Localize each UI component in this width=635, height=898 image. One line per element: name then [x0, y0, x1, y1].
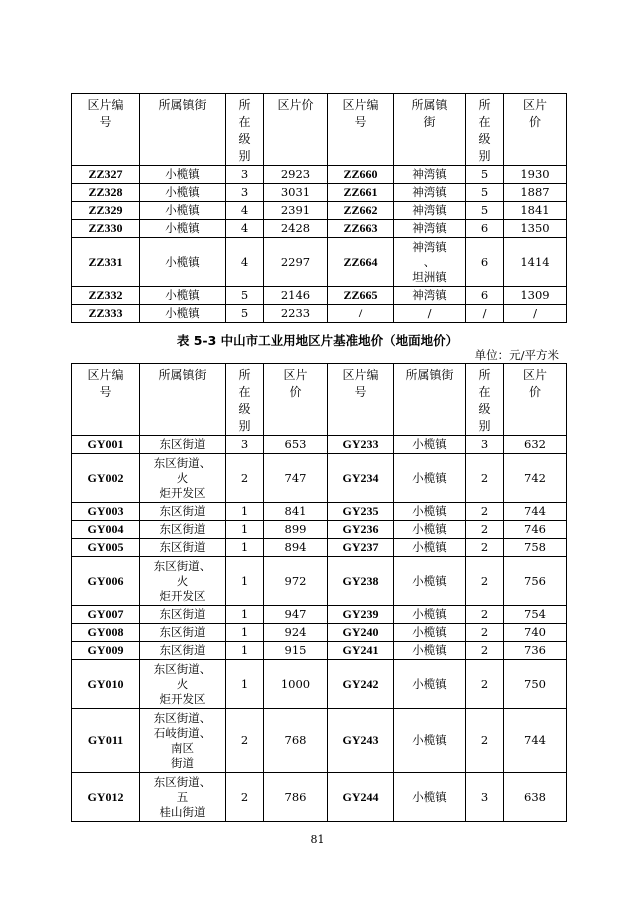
table-row	[72, 624, 567, 642]
column-header: 所 在 级 别	[466, 364, 504, 436]
grade-level: 5	[226, 287, 264, 305]
parcel-price: 747	[264, 454, 328, 503]
town-name: 小榄镇	[140, 184, 226, 202]
industrial-land-price-table	[71, 363, 567, 822]
town-name: 东区街道	[140, 624, 226, 642]
grade-level: 1	[226, 606, 264, 624]
parcel-code: ZZ330	[72, 220, 140, 238]
grade-level: 3	[466, 436, 504, 454]
column-header: 所属镇街	[140, 94, 226, 166]
parcel-price: 2297	[264, 238, 328, 287]
parcel-code: GY243	[328, 709, 394, 773]
town-name: 东区街道	[140, 436, 226, 454]
parcel-code: GY003	[72, 503, 140, 521]
parcel-price: 754	[504, 606, 567, 624]
parcel-code: ZZ332	[72, 287, 140, 305]
parcel-price: 1000	[264, 660, 328, 709]
table-row	[72, 184, 567, 202]
grade-level: 2	[466, 503, 504, 521]
table-header-row	[72, 94, 567, 166]
parcel-code: ZZ327	[72, 166, 140, 184]
grade-level: 4	[226, 202, 264, 220]
town-name: /	[394, 305, 466, 323]
parcel-code: ZZ329	[72, 202, 140, 220]
parcel-code: GY235	[328, 503, 394, 521]
town-name: 小榄镇	[394, 521, 466, 539]
grade-level: 3	[226, 166, 264, 184]
parcel-code: GY011	[72, 709, 140, 773]
table-row	[72, 220, 567, 238]
grade-level: 6	[466, 220, 504, 238]
parcel-price: 746	[504, 521, 567, 539]
table-row	[72, 202, 567, 220]
town-name: 小榄镇	[394, 557, 466, 606]
parcel-price: 638	[504, 773, 567, 822]
grade-level: 4	[226, 220, 264, 238]
town-name: 小榄镇	[394, 624, 466, 642]
town-name: 小榄镇	[140, 202, 226, 220]
column-header: 所 在 级 别	[226, 94, 264, 166]
town-name: 东区街道	[140, 503, 226, 521]
land-price-table-continued	[71, 93, 567, 323]
table-row	[72, 642, 567, 660]
parcel-price: 924	[264, 624, 328, 642]
town-name: 神湾镇	[394, 202, 466, 220]
page-number: 81	[310, 833, 325, 846]
table-row	[72, 454, 567, 503]
grade-level: 2	[466, 624, 504, 642]
parcel-code: GY006	[72, 557, 140, 606]
grade-level: 6	[466, 287, 504, 305]
column-header: 区片 价	[504, 364, 567, 436]
grade-level: 1	[226, 539, 264, 557]
grade-level: 1	[226, 642, 264, 660]
parcel-code: ZZ663	[328, 220, 394, 238]
table-row	[72, 287, 567, 305]
parcel-price: 1887	[504, 184, 567, 202]
column-header: 区片价	[264, 94, 328, 166]
parcel-price: 1309	[504, 287, 567, 305]
parcel-code: GY239	[328, 606, 394, 624]
parcel-code: GY241	[328, 642, 394, 660]
grade-level: 1	[226, 660, 264, 709]
grade-level: 3	[226, 184, 264, 202]
parcel-code: GY008	[72, 624, 140, 642]
column-header: 区片编 号	[72, 94, 140, 166]
parcel-price: 750	[504, 660, 567, 709]
column-header: 所属镇 街	[394, 94, 466, 166]
parcel-price: 2391	[264, 202, 328, 220]
town-name: 小榄镇	[140, 166, 226, 184]
grade-level: 5	[466, 184, 504, 202]
town-name: 东区街道	[140, 642, 226, 660]
parcel-price: 894	[264, 539, 328, 557]
parcel-code: GY005	[72, 539, 140, 557]
parcel-code: ZZ661	[328, 184, 394, 202]
grade-level: 2	[226, 454, 264, 503]
grade-level: 4	[226, 238, 264, 287]
grade-level: 2	[466, 521, 504, 539]
grade-level: 2	[466, 557, 504, 606]
grade-level: 6	[466, 238, 504, 287]
column-header: 所 在 级 别	[466, 94, 504, 166]
town-name: 小榄镇	[394, 773, 466, 822]
town-name: 小榄镇	[394, 642, 466, 660]
parcel-price: 1350	[504, 220, 567, 238]
town-name: 东区街道、 火 炬开发区	[140, 454, 226, 503]
parcel-code: GY007	[72, 606, 140, 624]
parcel-code: GY233	[328, 436, 394, 454]
town-name: 小榄镇	[394, 436, 466, 454]
town-name: 神湾镇 、 坦洲镇	[394, 238, 466, 287]
parcel-code: ZZ662	[328, 202, 394, 220]
town-name: 小榄镇	[394, 709, 466, 773]
grade-level: 2	[466, 642, 504, 660]
table-row	[72, 305, 567, 323]
town-name: 小榄镇	[394, 503, 466, 521]
table-row	[72, 709, 567, 773]
town-name: 神湾镇	[394, 166, 466, 184]
unit-label: 单位：元/平方米	[474, 348, 559, 362]
parcel-code: GY002	[72, 454, 140, 503]
table-row	[72, 436, 567, 454]
town-name: 小榄镇	[394, 539, 466, 557]
parcel-price: 2923	[264, 166, 328, 184]
parcel-price: 2146	[264, 287, 328, 305]
parcel-price: 653	[264, 436, 328, 454]
grade-level: 5	[466, 202, 504, 220]
parcel-price: 736	[504, 642, 567, 660]
table-row	[72, 238, 567, 287]
parcel-price: 744	[504, 709, 567, 773]
parcel-code: GY242	[328, 660, 394, 709]
town-name: 小榄镇	[140, 287, 226, 305]
town-name: 神湾镇	[394, 287, 466, 305]
column-header: 区片 价	[264, 364, 328, 436]
parcel-price: 786	[264, 773, 328, 822]
town-name: 小榄镇	[140, 220, 226, 238]
table-row	[72, 660, 567, 709]
town-name: 东区街道	[140, 606, 226, 624]
column-header: 区片编 号	[72, 364, 140, 436]
parcel-price: 740	[504, 624, 567, 642]
table-header-row	[72, 364, 567, 436]
parcel-code: GY004	[72, 521, 140, 539]
parcel-code: ZZ333	[72, 305, 140, 323]
parcel-code: GY001	[72, 436, 140, 454]
table-caption: 表 5-3 中山市工业用地区片基准地价（地面地价）	[176, 333, 459, 348]
parcel-price: 768	[264, 709, 328, 773]
parcel-price: 899	[264, 521, 328, 539]
grade-level: 2	[466, 660, 504, 709]
grade-level: 1	[226, 624, 264, 642]
table-row	[72, 539, 567, 557]
town-name: 东区街道、 石岐街道、 南区 街道	[140, 709, 226, 773]
parcel-price: 2233	[264, 305, 328, 323]
grade-level: 2	[466, 454, 504, 503]
table-row	[72, 606, 567, 624]
parcel-price: 3031	[264, 184, 328, 202]
town-name: 神湾镇	[394, 220, 466, 238]
parcel-price: 915	[264, 642, 328, 660]
town-name: 神湾镇	[394, 184, 466, 202]
column-header: 区片 价	[504, 94, 567, 166]
parcel-code: GY234	[328, 454, 394, 503]
grade-level: 2	[466, 606, 504, 624]
grade-level: 1	[226, 503, 264, 521]
grade-level: 2	[226, 709, 264, 773]
parcel-code: GY240	[328, 624, 394, 642]
parcel-code: GY009	[72, 642, 140, 660]
parcel-code: ZZ660	[328, 166, 394, 184]
parcel-price: 1930	[504, 166, 567, 184]
grade-level: /	[466, 305, 504, 323]
town-name: 小榄镇	[394, 454, 466, 503]
grade-level: 3	[466, 773, 504, 822]
parcel-code: GY012	[72, 773, 140, 822]
parcel-code: GY236	[328, 521, 394, 539]
parcel-code: GY237	[328, 539, 394, 557]
town-name: 小榄镇	[140, 238, 226, 287]
table-row	[72, 521, 567, 539]
parcel-price: 756	[504, 557, 567, 606]
column-header: 区片编 号	[328, 94, 394, 166]
parcel-price: 2428	[264, 220, 328, 238]
parcel-code: GY010	[72, 660, 140, 709]
column-header: 所 在 级 别	[226, 364, 264, 436]
parcel-code: ZZ331	[72, 238, 140, 287]
town-name: 东区街道	[140, 521, 226, 539]
parcel-price: 632	[504, 436, 567, 454]
grade-level: 5	[466, 166, 504, 184]
table-row	[72, 503, 567, 521]
table-row	[72, 557, 567, 606]
parcel-price: 742	[504, 454, 567, 503]
grade-level: 2	[226, 773, 264, 822]
column-header: 所属镇街	[394, 364, 466, 436]
grade-level: 5	[226, 305, 264, 323]
table-row	[72, 166, 567, 184]
parcel-price: /	[504, 305, 567, 323]
parcel-code: GY244	[328, 773, 394, 822]
parcel-price: 744	[504, 503, 567, 521]
town-name: 东区街道、 五 桂山街道	[140, 773, 226, 822]
parcel-code: /	[328, 305, 394, 323]
parcel-price: 947	[264, 606, 328, 624]
parcel-code: ZZ665	[328, 287, 394, 305]
parcel-code: GY238	[328, 557, 394, 606]
parcel-price: 758	[504, 539, 567, 557]
town-name: 东区街道	[140, 539, 226, 557]
grade-level: 3	[226, 436, 264, 454]
town-name: 东区街道、 火 炬开发区	[140, 557, 226, 606]
town-name: 小榄镇	[394, 660, 466, 709]
parcel-price: 1841	[504, 202, 567, 220]
grade-level: 2	[466, 709, 504, 773]
grade-level: 1	[226, 521, 264, 539]
column-header: 所属镇街	[140, 364, 226, 436]
parcel-price: 972	[264, 557, 328, 606]
grade-level: 1	[226, 557, 264, 606]
grade-level: 2	[466, 539, 504, 557]
parcel-code: ZZ664	[328, 238, 394, 287]
parcel-code: ZZ328	[72, 184, 140, 202]
column-header: 区片编 号	[328, 364, 394, 436]
town-name: 东区街道、 火 炬开发区	[140, 660, 226, 709]
parcel-price: 841	[264, 503, 328, 521]
town-name: 小榄镇	[394, 606, 466, 624]
parcel-price: 1414	[504, 238, 567, 287]
table-row	[72, 773, 567, 822]
town-name: 小榄镇	[140, 305, 226, 323]
